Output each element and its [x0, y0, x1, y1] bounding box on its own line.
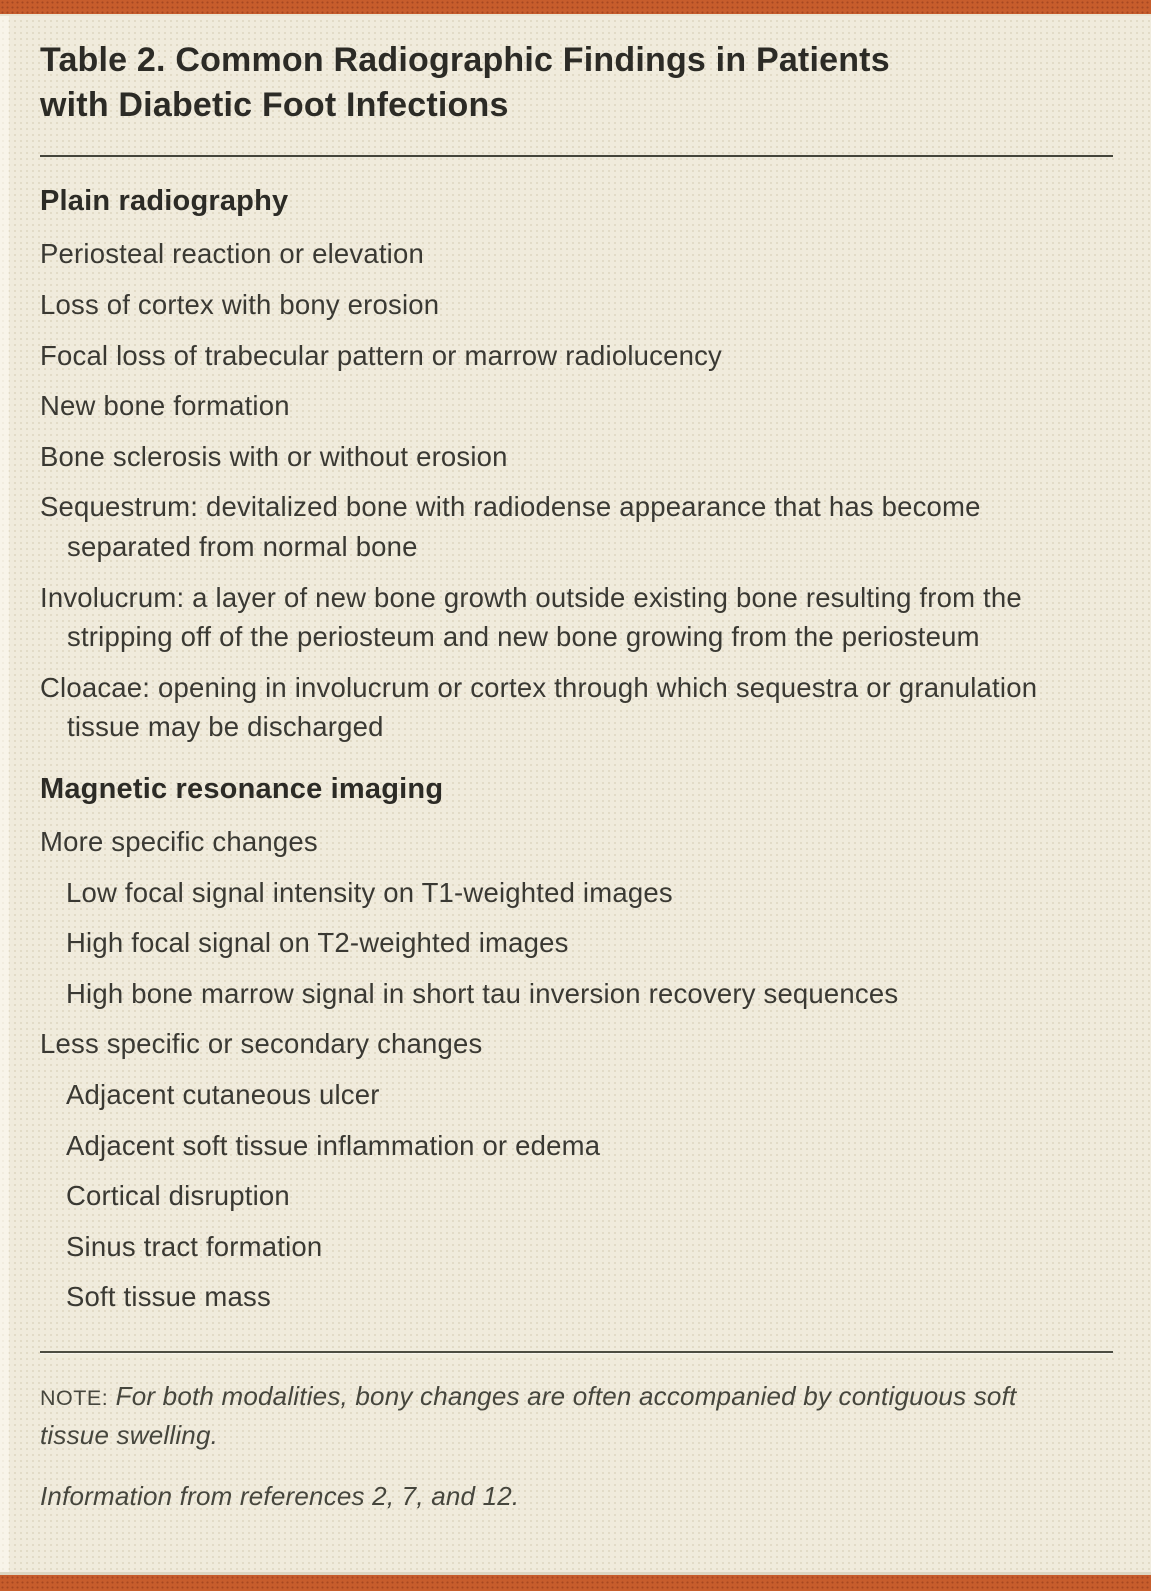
title-divider-rule [40, 155, 1113, 157]
finding-item: Less specific or secondary changes [40, 1028, 483, 1060]
section-items [40, 234, 1113, 747]
finding-item: Adjacent cutaneous ulcer [66, 1078, 380, 1110]
footer-divider-rule [40, 1351, 1113, 1353]
bottom-accent-bar [0, 1572, 1151, 1591]
findings-sections [40, 185, 1113, 1316]
finding-item: Sequestrum: devitalized bone with radiodense appearance that has become separated from normal bone [40, 491, 981, 562]
note-label: NOTE: [40, 1385, 109, 1410]
finding-item: Loss of cortex with bony erosion [40, 289, 440, 321]
finding-item: Cloacae: opening in involucrum or cortex through which sequestra or granulation tissue may be discharged [40, 671, 1038, 743]
finding-item: Involucrum: a layer of new bone growth outside existing bone resulting from the stripping off of the periosteum and new bone growing from the periosteum [40, 581, 1022, 653]
finding-item: Cortical disruption [66, 1180, 290, 1212]
table-title [40, 38, 1020, 128]
finding-item: Periosteal reaction or elevation [40, 238, 424, 270]
attribution-text: Information from references 2, 7, and 12. [40, 1480, 520, 1511]
section-heading: Magnetic resonance imaging [40, 772, 444, 805]
finding-item: Bone sclerosis with or without erosion [40, 440, 508, 472]
section-items [40, 822, 1113, 1317]
table-note [40, 1377, 1088, 1455]
finding-item: More specific changes [40, 825, 318, 857]
table-title-line2: with Diabetic Foot Infections [40, 86, 509, 125]
table-title-line1: Table 2. Common Radiographic Findings in Patients [40, 41, 890, 79]
finding-item: Low focal signal intensity on T1-weighted images [66, 876, 673, 908]
findings-section [40, 773, 1113, 1317]
section-heading: Plain radiography [40, 185, 289, 218]
findings-section [40, 185, 1113, 747]
finding-item: Sinus tract formation [66, 1230, 323, 1262]
finding-item: New bone formation [40, 390, 290, 422]
finding-item: High focal signal on T2-weighted images [66, 927, 569, 959]
note-text: For both modalities, bony changes are often accompanied by contiguous soft tissue swelling. [40, 1380, 1017, 1450]
finding-item: Adjacent soft tissue inflammation or edema [66, 1129, 601, 1161]
finding-item: Focal loss of trabecular pattern or marrow radiolucency [40, 339, 722, 371]
finding-item: Soft tissue mass [66, 1281, 271, 1313]
finding-item: High bone marrow signal in short tau inversion recovery sequences [66, 977, 899, 1009]
